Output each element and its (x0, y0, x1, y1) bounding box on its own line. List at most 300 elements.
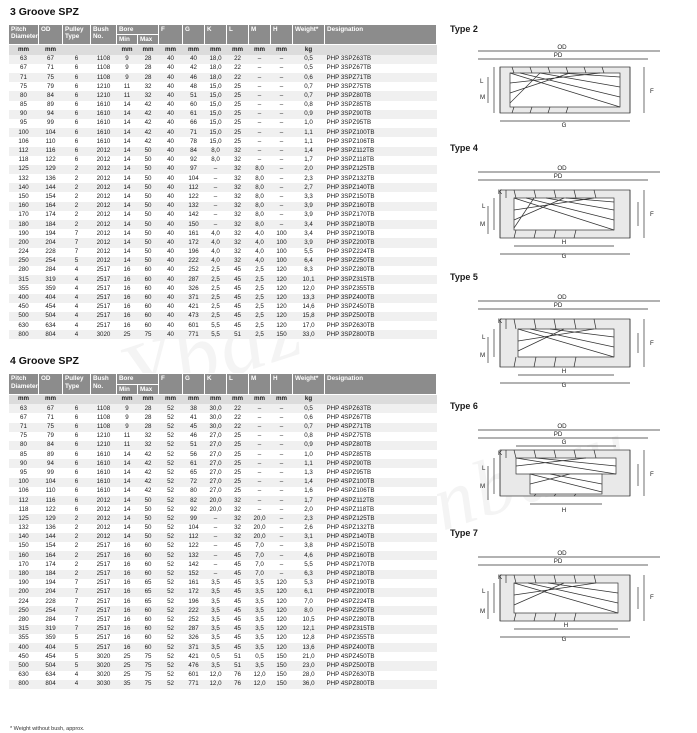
table-row (9, 303, 437, 312)
cell-value: 1,1 (293, 459, 325, 468)
cell-designation: PHP 4SPZ160TB (325, 551, 437, 560)
table-4-groove-spz (8, 373, 437, 688)
cell-value: – (271, 192, 293, 201)
cell-value: 35 (117, 680, 138, 689)
cell-designation: PHP 4SPZ180TB (325, 570, 437, 579)
cell-value: 50 (138, 533, 159, 542)
table-row (9, 423, 437, 432)
cell-value: 2012 (91, 238, 117, 247)
cell-value: 2 (63, 183, 91, 192)
cell-value: 40 (159, 91, 183, 100)
cell-value: 190 (9, 579, 39, 588)
drawing-type-4 (448, 156, 688, 258)
unit-cell: mm (249, 45, 271, 55)
cell-value: 25 (117, 652, 138, 661)
cell-value: 7 (63, 248, 91, 257)
cell-value: 40 (159, 64, 183, 73)
cell-value: 2517 (91, 634, 117, 643)
cell-value: 52 (159, 570, 183, 579)
cell-value: 50 (138, 257, 159, 266)
cell-value: 75 (138, 671, 159, 680)
cell-value: – (271, 165, 293, 174)
cell-value: 42 (138, 487, 159, 496)
cell-value: – (249, 91, 271, 100)
cell-value: 45 (227, 643, 249, 652)
cell-value: 110 (39, 137, 63, 146)
cell-value: 6 (63, 505, 91, 514)
cell-value: 50 (138, 192, 159, 201)
cell-value: 1,3 (293, 468, 325, 477)
cell-value: 7 (63, 579, 91, 588)
cell-value: 1610 (91, 110, 117, 119)
cell-value: 6,3 (293, 570, 325, 579)
cell-value: 2,5 (249, 294, 271, 303)
cell-value: 40 (159, 183, 183, 192)
cell-value: 164 (39, 551, 63, 560)
unit-cell: mm (138, 394, 159, 404)
cell-value: 9 (117, 55, 138, 64)
table-row (9, 606, 437, 615)
cell-value: 100 (271, 257, 293, 266)
dim-l: L (482, 465, 486, 472)
cell-value: 2012 (91, 202, 117, 211)
cell-value: 106 (9, 137, 39, 146)
cell-value: 450 (9, 303, 39, 312)
cell-value: – (249, 64, 271, 73)
cell-value: 50 (138, 220, 159, 229)
cell-value: 170 (9, 560, 39, 569)
cell-value: 40 (159, 192, 183, 201)
cell-value: 4 (63, 312, 91, 321)
cell-value: 20,0 (205, 496, 227, 505)
cell-value: 28,0 (293, 671, 325, 680)
cell-value: 142 (183, 211, 205, 220)
cell-value: 3,5 (249, 579, 271, 588)
cell-value: 12,0 (249, 671, 271, 680)
cell-value: 97 (183, 165, 205, 174)
cell-value: 3,5 (249, 606, 271, 615)
cell-value: 2 (63, 165, 91, 174)
cell-value: 170 (9, 211, 39, 220)
table-row (9, 634, 437, 643)
cell-value: 4 (63, 680, 91, 689)
cell-value: 32 (138, 432, 159, 441)
cell-value: 60 (138, 643, 159, 652)
cell-value: 25 (227, 91, 249, 100)
cell-designation: PHP 4SPZ118TB (325, 505, 437, 514)
cell-value: 60 (138, 634, 159, 643)
cell-value: 771 (183, 330, 205, 339)
cell-value: 40 (159, 229, 183, 238)
cell-value: 500 (9, 312, 39, 321)
cell-value: 15,0 (205, 101, 227, 110)
cell-value: 40 (159, 284, 183, 293)
dim-h: H (561, 507, 567, 514)
cell-value: 14 (117, 156, 138, 165)
cell-value: 50 (138, 238, 159, 247)
cell-designation: PHP 3SPZ200TB (325, 238, 437, 247)
cell-designation: PHP 4SPZ85TB (325, 450, 437, 459)
cell-value: 40 (159, 211, 183, 220)
cell-value: 65 (138, 579, 159, 588)
cell-value: 15,8 (293, 312, 325, 321)
cell-value: 112 (183, 533, 205, 542)
cell-value: 52 (159, 634, 183, 643)
cell-value: 60 (138, 312, 159, 321)
cell-value: 14 (117, 533, 138, 542)
cell-value: – (205, 220, 227, 229)
cell-designation: PHP 4SPZ190TB (325, 579, 437, 588)
cell-value: – (271, 404, 293, 413)
cell-value: 287 (183, 275, 205, 284)
th-h: H (271, 374, 293, 394)
cell-value: – (205, 570, 227, 579)
cell-value: 7,0 (249, 551, 271, 560)
cell-value: 116 (39, 496, 63, 505)
cell-value: 125 (9, 165, 39, 174)
cell-value: 161 (183, 579, 205, 588)
cell-value: 1210 (91, 91, 117, 100)
cell-value: 3,5 (205, 615, 227, 624)
cell-value: 40 (159, 275, 183, 284)
cell-value: 67 (9, 413, 39, 422)
table-row (9, 294, 437, 303)
cell-value: 2,0 (293, 505, 325, 514)
cell-value: 1108 (91, 423, 117, 432)
th-pulley-type: Pulley Type (63, 374, 91, 394)
cell-value: 6 (63, 73, 91, 82)
cell-value: 94 (39, 459, 63, 468)
cell-designation: PHP 3SPZ315TB (325, 275, 437, 284)
dim-f: F (650, 594, 654, 601)
cell-value: 2,5 (249, 303, 271, 312)
cell-value: 5,5 (205, 330, 227, 339)
cell-value: – (271, 82, 293, 91)
cell-value: 65 (138, 588, 159, 597)
cell-value: 122 (183, 542, 205, 551)
cell-value: 2,5 (249, 284, 271, 293)
cell-value: 6 (63, 459, 91, 468)
cell-value: 45 (183, 423, 205, 432)
cell-designation: PHP 3SPZ95TB (325, 119, 437, 128)
table-row (9, 211, 437, 220)
cell-value: 32 (227, 533, 249, 542)
table-row (9, 128, 437, 137)
cell-value: 0,5 (293, 404, 325, 413)
cell-value: 2517 (91, 542, 117, 551)
cell-value: 14 (117, 450, 138, 459)
table-row (9, 229, 437, 238)
cell-value: 319 (39, 275, 63, 284)
cell-value: 52 (159, 441, 183, 450)
unit-cell: mm (9, 45, 39, 55)
cell-value: 4,0 (205, 229, 227, 238)
cell-value: – (271, 551, 293, 560)
th-k: K (205, 374, 227, 394)
cell-value: 804 (39, 680, 63, 689)
cell-value: – (271, 505, 293, 514)
cell-value: 32 (227, 220, 249, 229)
table-row (9, 82, 437, 91)
cell-value: – (249, 450, 271, 459)
cell-value: 2517 (91, 570, 117, 579)
cell-value: 174 (39, 560, 63, 569)
cell-value: 23,0 (293, 661, 325, 670)
cell-designation: PHP 4SPZ100TB (325, 478, 437, 487)
cell-value: 11 (117, 91, 138, 100)
cell-value: 22 (227, 413, 249, 422)
cell-value: – (249, 82, 271, 91)
cell-value: 32 (227, 248, 249, 257)
cell-value: 150 (271, 330, 293, 339)
cell-value: – (271, 174, 293, 183)
table-row (9, 560, 437, 569)
cell-value: 42 (138, 468, 159, 477)
cell-value: 20,0 (249, 524, 271, 533)
cell-value: 150 (9, 542, 39, 551)
table-row (9, 661, 437, 670)
cell-value: 52 (159, 671, 183, 680)
cell-designation: PHP 4SPZ400TB (325, 643, 437, 652)
cell-value: 25 (117, 661, 138, 670)
cell-value: 6 (63, 478, 91, 487)
cell-value: 476 (183, 661, 205, 670)
table-row (9, 284, 437, 293)
cell-value: 40 (159, 238, 183, 247)
cell-value: 172 (183, 238, 205, 247)
cell-value: 52 (159, 487, 183, 496)
cell-value: 2,5 (205, 303, 227, 312)
cell-value: 152 (183, 570, 205, 579)
drawings-column (448, 24, 692, 655)
dim-k: K (498, 189, 503, 196)
cell-value: 80 (183, 487, 205, 496)
cell-value: – (249, 459, 271, 468)
cell-value: – (249, 496, 271, 505)
cell-value: 2012 (91, 147, 117, 156)
cell-value: 80 (9, 441, 39, 450)
cell-value: 6 (63, 82, 91, 91)
cell-value: 27,0 (205, 450, 227, 459)
th-weight: Weight* (293, 374, 325, 394)
cell-value: 60 (138, 266, 159, 275)
cell-value: 40 (159, 73, 183, 82)
cell-value: 28 (138, 55, 159, 64)
table-head (9, 374, 437, 394)
cell-value: 120 (271, 588, 293, 597)
cell-value: 2517 (91, 560, 117, 569)
cell-value: 634 (39, 321, 63, 330)
cell-value: 18,0 (205, 73, 227, 82)
cell-designation: PHP 3SPZ125TB (325, 165, 437, 174)
cell-value: 20,0 (249, 533, 271, 542)
cell-value: 224 (9, 248, 39, 257)
cell-value: 60 (138, 560, 159, 569)
cell-value: 50 (138, 174, 159, 183)
cell-value: 6 (63, 110, 91, 119)
cell-value: 601 (183, 671, 205, 680)
cell-value: 32 (227, 147, 249, 156)
cell-value: – (249, 487, 271, 496)
cell-value: 45 (227, 303, 249, 312)
cell-value: – (271, 128, 293, 137)
cell-value: 4 (63, 330, 91, 339)
cell-value: 7 (63, 597, 91, 606)
cell-value: 0,7 (293, 91, 325, 100)
cell-value: 14 (117, 459, 138, 468)
cell-value: 63 (9, 404, 39, 413)
cell-value: 0,5 (293, 55, 325, 64)
cell-value: 2 (63, 570, 91, 579)
cell-value: 60 (138, 303, 159, 312)
cell-value: 12,8 (293, 634, 325, 643)
cell-value: 120 (271, 615, 293, 624)
cell-value: 16 (117, 597, 138, 606)
dim-m: M (480, 483, 486, 490)
cell-value: 52 (159, 514, 183, 523)
cell-value: – (271, 64, 293, 73)
cell-value: 8,0 (249, 220, 271, 229)
cell-value: 800 (9, 330, 39, 339)
cell-value: 4,0 (205, 248, 227, 257)
table-row (9, 533, 437, 542)
cell-value: 45 (227, 551, 249, 560)
cell-value: 16 (117, 551, 138, 560)
cell-value: 60 (138, 284, 159, 293)
dim-f: F (650, 471, 654, 478)
cell-value: 40 (159, 55, 183, 64)
cell-value: 40 (159, 257, 183, 266)
cell-value: 42 (138, 459, 159, 468)
dim-pd: PD (553, 302, 563, 309)
cell-value: 2012 (91, 183, 117, 192)
cell-value: 3,5 (249, 615, 271, 624)
cell-value: 45 (227, 570, 249, 579)
cell-value: 12,0 (205, 671, 227, 680)
cell-value: 3,9 (293, 238, 325, 247)
cell-designation: PHP 3SPZ280TB (325, 266, 437, 275)
cell-value: 116 (39, 147, 63, 156)
cell-value: 454 (39, 303, 63, 312)
cell-value: 12,1 (293, 625, 325, 634)
cell-value: 120 (271, 303, 293, 312)
cell-value: 60 (138, 321, 159, 330)
cell-value: 0,9 (293, 441, 325, 450)
cell-value: 15,0 (205, 128, 227, 137)
table-row (9, 91, 437, 100)
cell-value: 40 (159, 330, 183, 339)
cell-value: 4,6 (293, 551, 325, 560)
cell-value: 100 (271, 248, 293, 257)
cell-designation: PHP 3SPZ630TB (325, 321, 437, 330)
cell-value: – (249, 413, 271, 422)
cell-value: 40 (159, 156, 183, 165)
drawing-label-type-4: Type 4 (450, 143, 478, 153)
cell-value: 14 (117, 147, 138, 156)
cell-value: 3,9 (293, 202, 325, 211)
cell-value: 120 (271, 625, 293, 634)
cell-value: 25 (227, 432, 249, 441)
cell-value: 4 (63, 294, 91, 303)
cell-value: 120 (271, 597, 293, 606)
cell-value: 500 (9, 661, 39, 670)
cell-value: 2012 (91, 524, 117, 533)
cell-value: – (249, 423, 271, 432)
cell-value: 32 (227, 156, 249, 165)
cell-value: – (271, 55, 293, 64)
table-row (9, 156, 437, 165)
table-3-groove-spz (8, 24, 437, 339)
table-row (9, 238, 437, 247)
table-row (9, 588, 437, 597)
drawing-type-2 (448, 37, 688, 129)
cell-value: 2,0 (293, 165, 325, 174)
cell-value: 46 (183, 432, 205, 441)
cell-value: 196 (183, 597, 205, 606)
table-row (9, 119, 437, 128)
dim-k: K (498, 450, 503, 457)
cell-value: 28 (138, 73, 159, 82)
table-row (9, 101, 437, 110)
cell-value: 25 (227, 137, 249, 146)
cell-value: – (271, 432, 293, 441)
cell-value: 75 (9, 432, 39, 441)
unit-cell: mm (183, 394, 205, 404)
cell-value: 6 (63, 156, 91, 165)
cell-value: 150 (183, 220, 205, 229)
cell-value: 67 (39, 55, 63, 64)
cell-value: 1610 (91, 128, 117, 137)
cell-value: 2517 (91, 606, 117, 615)
th-k: K (205, 25, 227, 45)
cell-value: 204 (39, 588, 63, 597)
dim-g: G (561, 382, 567, 387)
table-row (9, 266, 437, 275)
dim-od: OD (557, 165, 567, 172)
cell-designation: PHP 4SPZ63TB (325, 404, 437, 413)
cell-value: 1108 (91, 73, 117, 82)
cell-value: 61 (183, 459, 205, 468)
cell-value: 25 (227, 459, 249, 468)
cell-value: 8,0 (249, 183, 271, 192)
cell-value: 2012 (91, 174, 117, 183)
cell-value: 2,6 (293, 524, 325, 533)
cell-value: 52 (159, 625, 183, 634)
cell-value: 52 (159, 643, 183, 652)
cell-value: 4 (63, 266, 91, 275)
cell-value: 122 (39, 156, 63, 165)
cell-value: 4,0 (249, 238, 271, 247)
cell-value: 3,5 (205, 661, 227, 670)
cell-value: 2517 (91, 588, 117, 597)
cell-value: 50 (138, 514, 159, 523)
cell-value: 52 (159, 478, 183, 487)
cell-value: 2012 (91, 514, 117, 523)
cell-value: 99 (39, 119, 63, 128)
cell-value: 25 (117, 330, 138, 339)
cell-value: 3,5 (205, 588, 227, 597)
dim-m: M (480, 221, 486, 228)
cell-value: 2 (63, 533, 91, 542)
cell-value: 100 (9, 478, 39, 487)
th-bore-max: Max (138, 35, 159, 45)
cell-value: 7 (63, 615, 91, 624)
cell-value: 120 (271, 275, 293, 284)
unit-cell: mm (9, 394, 39, 404)
cell-value: – (271, 441, 293, 450)
cell-value: – (249, 55, 271, 64)
cell-value: 132 (9, 174, 39, 183)
